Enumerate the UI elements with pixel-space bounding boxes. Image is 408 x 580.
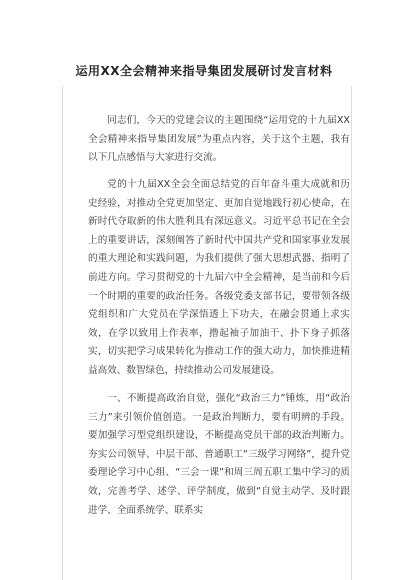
paragraph-3: 一、不断提高政治自觉，强化“政治三力”锤炼，用“政治三力”来引领价值创造。一是政治判断力，要有明辨的手段。要加强学习型党组织建设，不断提高党员干部的政治判断力。夯实公司领导、中层干部、普通职工“三级学习网络”，提升党委理论学习中心组、“三会一课”和周三周五职工集中学习的质效，完善考学、述学、评学制度，做到“自觉主动学、及时跟进学、全面系统学、联系实: [88, 393, 350, 516]
paragraph-1: 同志们，今天的党建会议的主题围绕“运用党的十九届XX全会精神来指导集团发展”为重点内容，关于这个主题，我有以下几点感悟与大家进行交流。: [88, 115, 350, 164]
paragraph-2: 党的十九届XX全会全面总结党的百年奋斗重大成就和历史经验，对推动全党更加坚定、更加自觉地践行初心使命，在新时代夺取新的伟大胜利具有深远意义。习近平总书记在全会上的重要讲话，深刻阐答了新时代中国共产党和国家事业发展的重大理论和实践问题，为我们提供了强大思想武器、指明了前进方向。学习贯彻党的十九届六中全会精神，是当前和今后一个时期的重要的政治任务。各级党委支部书记，要带领各级党组织和广大党员在学深悟透上下功夫，在融会贯通上求实效，在学以致用上作表率，撸起袖子加油干、扑下身子抓落实，切实把学习成果转化为推动工作的强大动力，加快推进精益高效、数智绿色，持续推动公司发展建设。: [88, 179, 350, 376]
document-title: 运用XX全会精神来指导集团发展研讨发言材料: [75, 64, 333, 78]
